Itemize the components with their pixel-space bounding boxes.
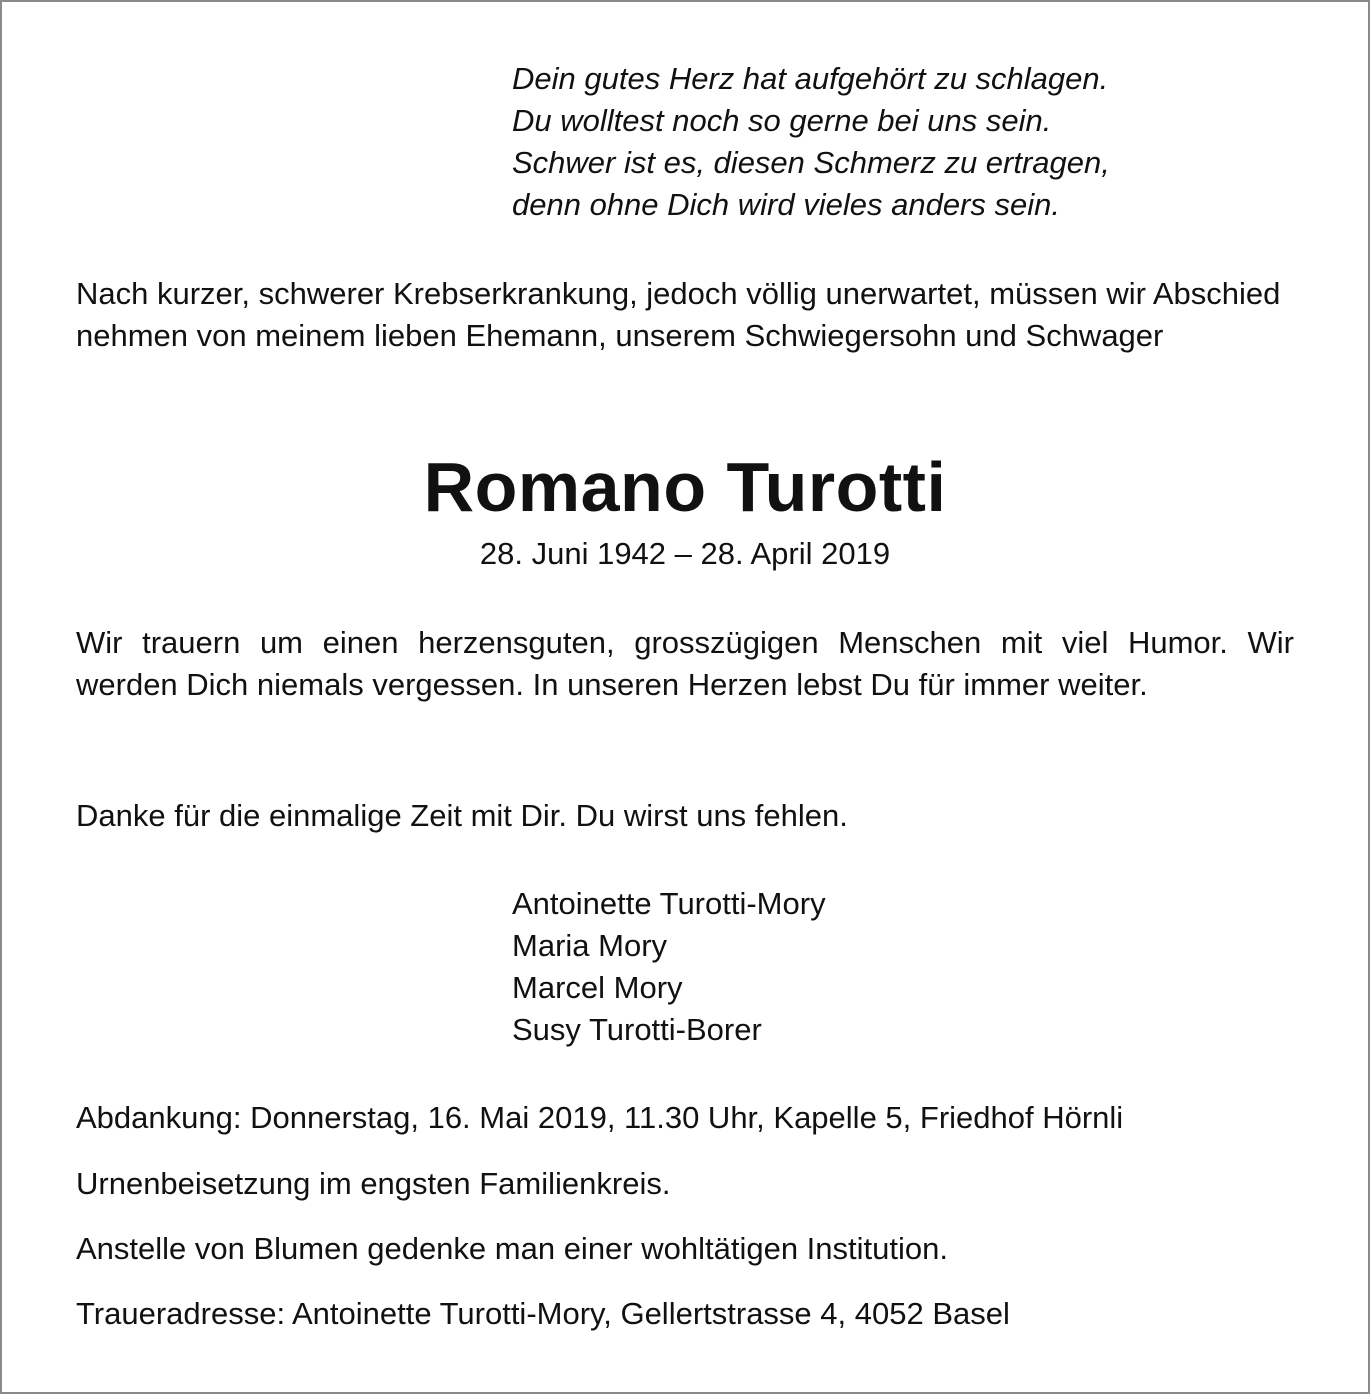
family-member: Maria Mory: [512, 928, 668, 963]
mourning-address: Traueradresse: Antoinette Turotti-Mory, Gellertstrasse 4, 4052 Basel: [76, 1296, 1010, 1331]
poem-line: Du wolltest noch so gerne bei uns sein.: [512, 103, 1052, 138]
mourning-paragraph: Wir trauern um einen herzensguten, grosszügigen Menschen mit viel Humor. Wir werden Dich niemals vergessen. In unseren Herzen lebst Du für immer weiter.: [76, 625, 1294, 702]
life-dates: 28. Juni 1942 – 28. April 2019: [479, 536, 891, 571]
flowers-note: Anstelle von Blumen gedenke man einer wohltätigen Institution.: [76, 1231, 948, 1266]
family-signatures: [512, 883, 826, 1051]
funeral-service-info: Abdankung: Donnerstag, 16. Mai 2019, 11.30 Uhr, Kapelle 5, Friedhof Hörnli: [76, 1100, 1124, 1135]
thanks-paragraph: Danke für die einmalige Zeit mit Dir. Du wirst uns fehlen.: [76, 798, 848, 833]
intro-paragraph: Nach kurzer, schwerer Krebserkrankung, jedoch völlig unerwartet, müssen wir Abschied nehmen von meinem lieben Ehemann, unserem Schwiegersohn und Schwager: [76, 276, 1281, 353]
poem-line: Schwer ist es, diesen Schmerz zu ertragen,: [512, 145, 1110, 180]
deceased-name: Romano Turotti: [423, 448, 947, 526]
poem-line: Dein gutes Herz hat aufgehört zu schlagen.: [512, 61, 1109, 96]
urn-burial-info: Urnenbeisetzung im engsten Familienkreis.: [76, 1166, 671, 1201]
family-member: Antoinette Turotti-Mory: [512, 886, 826, 921]
memorial-poem: [512, 58, 1110, 226]
family-member: Marcel Mory: [512, 970, 683, 1005]
family-member: Susy Turotti-Borer: [512, 1012, 762, 1047]
poem-line: denn ohne Dich wird vieles anders sein.: [512, 187, 1060, 222]
